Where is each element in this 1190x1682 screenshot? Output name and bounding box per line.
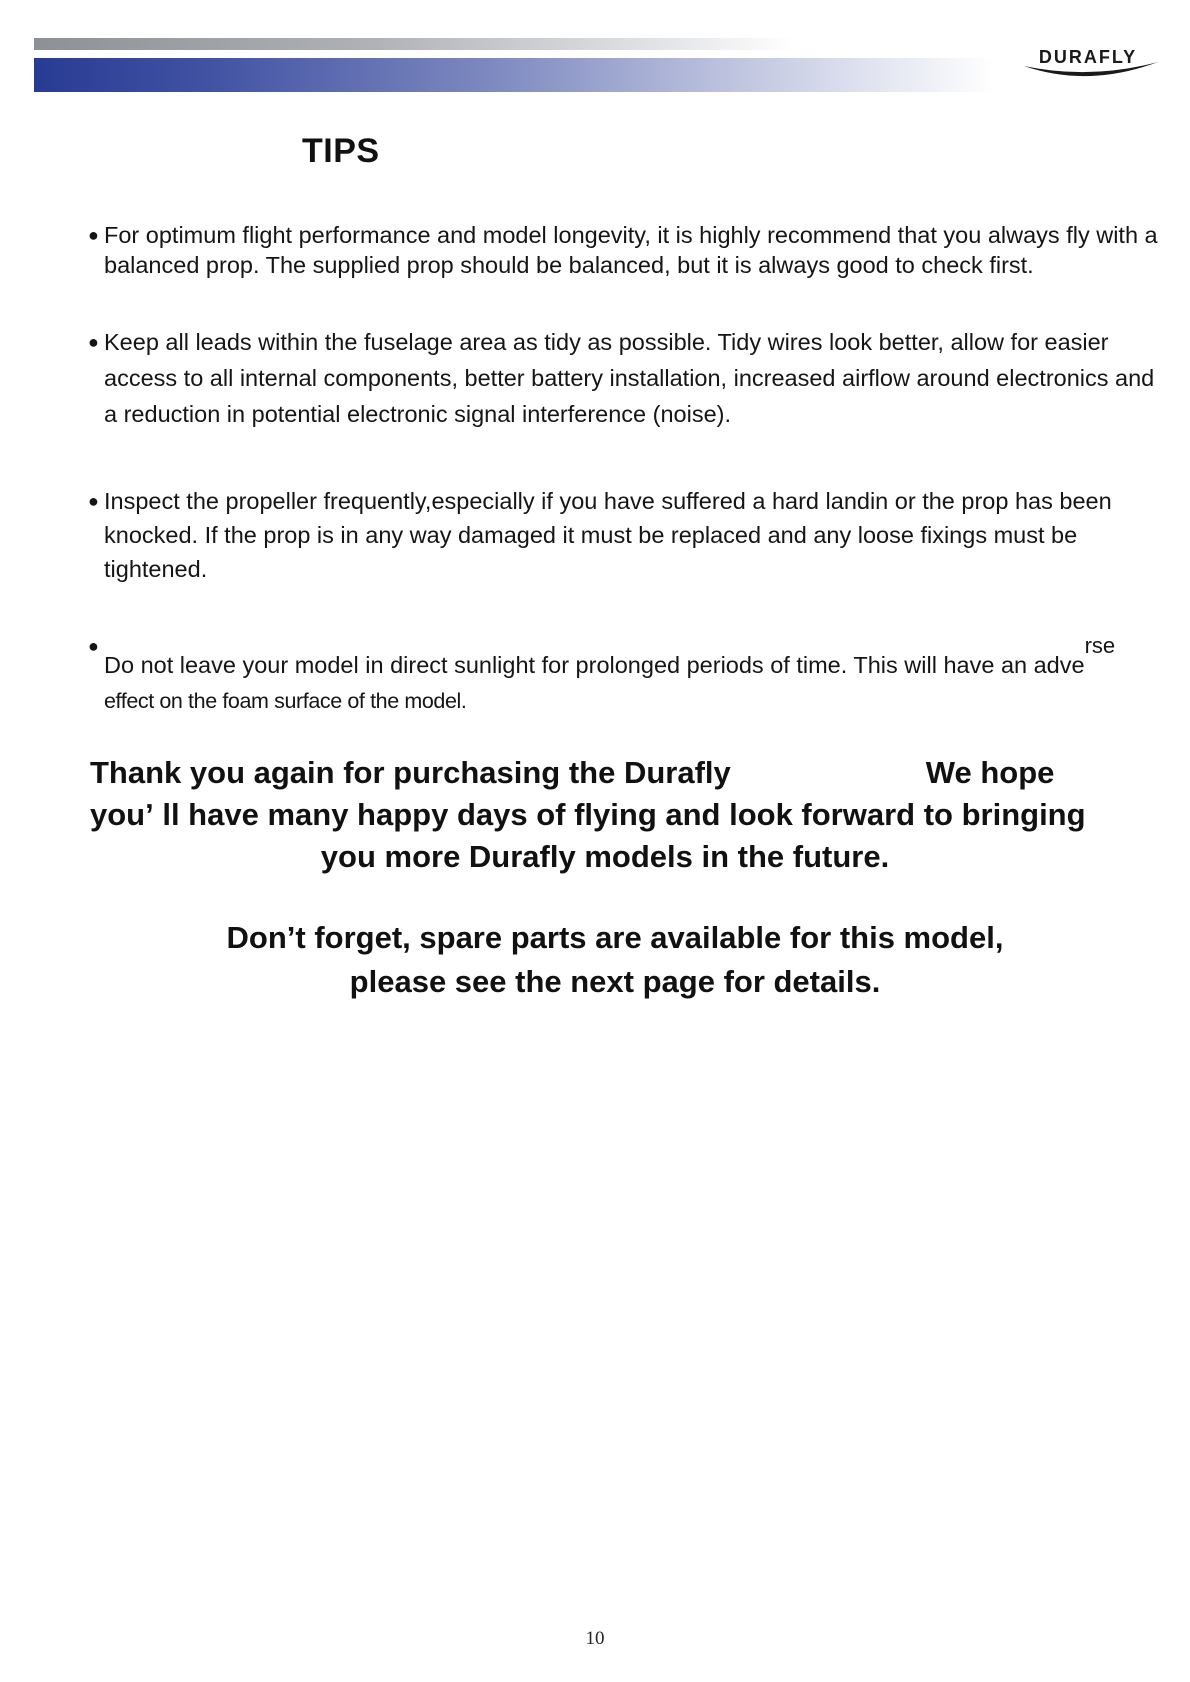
tip-text: [88, 628, 1158, 719]
tip-item: [88, 484, 1158, 586]
tip-text: Keep all leads within the fuselage area as tidy as possible. Tidy wires look better, allow for easier access to all internal components, better battery installation, increased airflow around electronics and a reduction in potential electronic signal interference (noise).: [104, 329, 1155, 427]
durafly-logo: [1010, 44, 1166, 88]
future-models-text: you more Durafly models in the future.: [320, 839, 890, 874]
tip-continuation-text: effect on the foam surface of the model.: [104, 689, 467, 713]
page-title: TIPS: [302, 132, 380, 170]
bullet-icon: ●: [88, 225, 99, 245]
header-blue-bar: [34, 58, 994, 92]
durafly-logo-text: DURAFLY: [1038, 47, 1138, 67]
page-number: 10: [585, 1628, 605, 1649]
tip-item: [88, 220, 1158, 280]
spare-parts-line: Don’t forget, spare parts are available for this model,: [226, 920, 1004, 955]
tip-text: Inspect the propeller frequently,especially if you have suffered a hard landin or the prop has been knocked. If the prop is in any way damaged it must be replaced and any loose fixings must be tightened.: [104, 488, 1112, 582]
next-page-line: please see the next page for details.: [349, 964, 881, 999]
bullet-icon: ●: [88, 491, 99, 511]
header-gray-bar: [34, 38, 794, 50]
tip-main-text: Do not leave your model in direct sunlight for prolonged periods of time. This will have an adve: [104, 652, 1085, 678]
tip-item: [88, 628, 1158, 719]
we-hope-text: We hope youʼ ll have many happy days of flying and look forward to bringing: [90, 755, 1086, 832]
tip-item: [88, 324, 1158, 432]
tip-text: For optimum flight performance and model longevity, it is highly recommend that you always fly with a balanced prop. The supplied prop should be balanced, but it is always good to check first.: [104, 222, 1158, 278]
tip-superscript-text: rse: [1084, 633, 1116, 658]
thank-you-text: Thank you again for purchasing the Durafly: [90, 755, 731, 790]
bullet-icon: ●: [88, 332, 99, 352]
spare-parts-note: [90, 916, 1140, 1004]
thank-you-message: [90, 752, 1120, 878]
bullet-icon: ●: [88, 636, 99, 656]
